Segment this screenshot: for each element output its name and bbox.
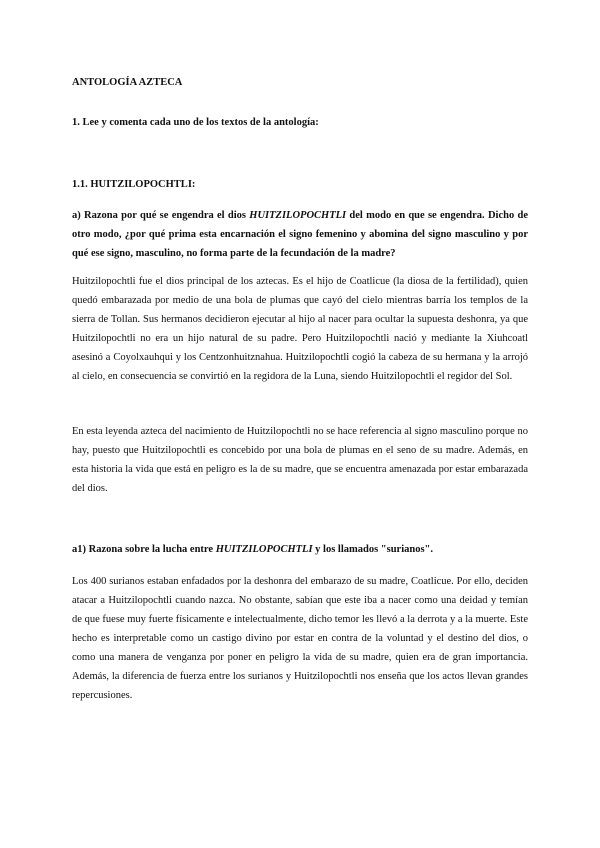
question-a-pre: a) Razona por qué se engendra el dios xyxy=(72,210,250,221)
answer-a1-paragraph: Los 400 surianos estaban enfadados por la deshonra del embarazo de su madre, Coatlicue. Por ello, deciden atacar a Huitzilopochtli cuando nazca. No obstante, sabían que este iba a nacer como una deidad y temían de que fuese muy fuerte físicamente e intelectualmente, dicho temor les llevó a la derrota y a la muerte. Este hecho es interpretable como un castigo divino por estar en contra de la voluntad y el destino del dios, o como una manera de venganza por poner en peligro la vida de su madre, quien era de gran importancia. Además, la diferencia de fuerza entre los surianos y Huitzilopochtli nos enseña que los actos llevan grandes repercusiones. xyxy=(72,576,528,701)
section-heading-huitzilopochtli: 1.1. HUITZILOPOCHTLI: xyxy=(72,179,196,190)
question-a1-post: y los llamados "surianos". xyxy=(312,544,434,555)
question-a1-pre: a1) Razona sobre la lucha entre xyxy=(72,544,216,555)
question-a xyxy=(72,206,528,263)
question-a1 xyxy=(72,540,528,559)
document-title: ANTOLOGÍA AZTECA xyxy=(72,77,183,88)
answer-a-paragraph-1: Huitzilopochtli fue el dios principal de los aztecas. Es el hijo de Coatlicue (la diosa de la fertilidad), quien quedó embarazada por medio de una bola de plumas que cayó del cielo mientras barría los templos de la sierra de Tollan. Sus hermanos decidieron ejecutar al hijo al nacer para ocultar la supuesta deshonra, ya que Huitzilopochtli no era un hijo natural de su padre. Pero Huitzilopochtli nació y mediante la Xiuhcoatl asesinó a Coyolxauhqui y los Centzonhuitznahua. Huitzilopochtli cogió la cabeza de su hermana y la arrojó al cielo, en consecuencia se convirtió en la regidora de la Luna, siendo Huitzilopochtli el regidor del Sol. xyxy=(72,276,528,382)
question-a-post: del modo en que se engendra. Dicho de otro modo, ¿por qué prima esta encarnación el signo femenino y abomina del signo masculino y por qué ese signo, masculino, no forma parte de la fecundación de la madre? xyxy=(72,210,528,259)
question-a1-emphasis: HUITZILOPOCHTLI xyxy=(215,544,313,555)
question-a-emphasis: HUITZILOPOCHTLI xyxy=(249,210,347,221)
instruction-text: 1. Lee y comenta cada uno de los textos de la antología: xyxy=(72,117,319,128)
answer-a-paragraph-2: En esta leyenda azteca del nacimiento de Huitzilopochtli no se hace referencia al signo masculino porque no hay, puesto que Huitzilopochtli es concebido por una bola de plumas en el seno de su madre. Además, en esta historia la vida que está en peligro es la de su madre, que se encuentra amenazada por estar embarazada del dios. xyxy=(72,426,528,494)
